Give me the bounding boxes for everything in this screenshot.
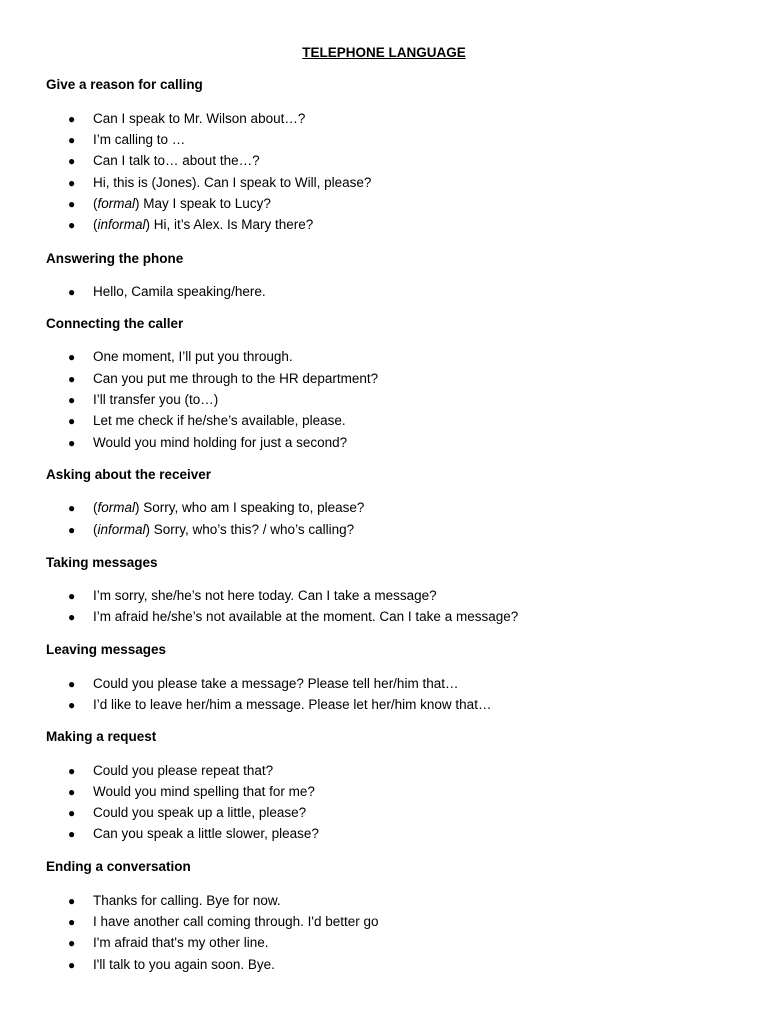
list-item bbox=[68, 434, 347, 452]
list-item bbox=[68, 892, 281, 910]
list-item-text: Can I speak to Mr. Wilson about…? bbox=[93, 111, 306, 126]
list-item-text: Can you speak a little slower, please? bbox=[93, 826, 319, 841]
bullet-icon: ● bbox=[68, 133, 76, 147]
bullet-icon: ● bbox=[68, 936, 76, 950]
bullet-icon: ● bbox=[68, 698, 76, 712]
bullet-icon: ● bbox=[68, 436, 76, 450]
list-item-text: Would you mind spelling that for me? bbox=[93, 784, 315, 799]
list-item bbox=[68, 762, 273, 780]
list-item bbox=[68, 174, 371, 192]
list-item-text: Could you speak up a little, please? bbox=[93, 805, 307, 820]
bullet-icon: ● bbox=[68, 176, 76, 190]
section-heading: Give a reason for calling bbox=[46, 77, 203, 92]
page-title: TELEPHONE LANGUAGE bbox=[302, 45, 466, 60]
bullet-icon: ● bbox=[68, 806, 76, 820]
list-item bbox=[68, 783, 315, 801]
section-heading: Taking messages bbox=[46, 555, 158, 570]
bullet-icon: ● bbox=[68, 112, 76, 126]
register-tag: informal bbox=[97, 522, 146, 537]
bullet-icon: ● bbox=[68, 958, 76, 972]
section-heading: Connecting the caller bbox=[46, 316, 184, 331]
list-item bbox=[68, 195, 271, 213]
bullet-icon: ● bbox=[68, 285, 76, 299]
list-item-text: Hi, this is (Jones). Can I speak to Will, please? bbox=[93, 175, 372, 190]
bullet-icon: ● bbox=[68, 218, 76, 232]
list-item-text: I’m sorry, she/he’s not here today. Can I take a message? bbox=[93, 588, 437, 603]
list-item-text: Can I talk to… about the…? bbox=[93, 153, 260, 168]
list-item-text: Could you please repeat that? bbox=[93, 763, 274, 778]
list-item bbox=[68, 283, 266, 301]
list-item bbox=[68, 348, 293, 366]
list-item bbox=[68, 521, 354, 539]
list-item bbox=[68, 110, 305, 128]
list-item-text: (informal) Hi, it’s Alex. Is Mary there? bbox=[93, 217, 314, 232]
list-item bbox=[68, 152, 260, 170]
list-item bbox=[68, 216, 313, 234]
list-item bbox=[68, 956, 275, 974]
bullet-icon: ● bbox=[68, 915, 76, 929]
list-item-text: I’d like to leave her/him a message. Please let her/him know that… bbox=[93, 697, 492, 712]
list-item-text: Hello, Camila speaking/here. bbox=[93, 284, 266, 299]
list-item-text: Could you please take a message? Please tell her/him that… bbox=[93, 676, 459, 691]
list-item-text: I'll talk to you again soon. Bye. bbox=[93, 957, 275, 972]
bullet-icon: ● bbox=[68, 414, 76, 428]
list-item bbox=[68, 675, 458, 693]
bullet-icon: ● bbox=[68, 827, 76, 841]
list-item-text: (formal) May I speak to Lucy? bbox=[93, 196, 271, 211]
list-item bbox=[68, 696, 491, 714]
register-tag: formal bbox=[97, 500, 136, 515]
bullet-icon: ● bbox=[68, 350, 76, 364]
list-item-text: (formal) Sorry, who am I speaking to, please? bbox=[93, 500, 365, 515]
bullet-icon: ● bbox=[68, 610, 76, 624]
list-item-text: One moment, I’ll put you through. bbox=[93, 349, 293, 364]
list-item bbox=[68, 412, 346, 430]
list-item bbox=[68, 587, 437, 605]
bullet-icon: ● bbox=[68, 393, 76, 407]
bullet-icon: ● bbox=[68, 785, 76, 799]
list-item bbox=[68, 499, 364, 517]
bullet-icon: ● bbox=[68, 677, 76, 691]
list-item bbox=[68, 131, 185, 149]
bullet-icon: ● bbox=[68, 589, 76, 603]
list-item-text: I’m afraid he/she’s not available at the moment. Can I take a message? bbox=[93, 609, 519, 624]
section-heading: Making a request bbox=[46, 729, 157, 744]
list-item bbox=[68, 913, 379, 931]
list-item-text: (informal) Sorry, who’s this? / who’s calling? bbox=[93, 522, 355, 537]
bullet-icon: ● bbox=[68, 764, 76, 778]
register-tag: formal bbox=[97, 196, 136, 211]
bullet-icon: ● bbox=[68, 523, 76, 537]
list-item-text: I'm afraid that's my other line. bbox=[93, 935, 269, 950]
section-heading: Answering the phone bbox=[46, 251, 184, 266]
list-item bbox=[68, 804, 306, 822]
section-heading: Asking about the receiver bbox=[46, 467, 212, 482]
bullet-icon: ● bbox=[68, 154, 76, 168]
bullet-icon: ● bbox=[68, 372, 76, 386]
list-item bbox=[68, 391, 218, 409]
list-item bbox=[68, 608, 518, 626]
list-item-text: Would you mind holding for just a second? bbox=[93, 435, 348, 450]
list-item-text: Can you put me through to the HR department? bbox=[93, 371, 379, 386]
list-item-text: I’ll transfer you (to…) bbox=[93, 392, 219, 407]
section-heading: Leaving messages bbox=[46, 642, 167, 657]
list-item bbox=[68, 370, 378, 388]
list-item-text: I’m calling to … bbox=[93, 132, 186, 147]
list-item bbox=[68, 934, 268, 952]
bullet-icon: ● bbox=[68, 501, 76, 515]
list-item-text: Thanks for calling. Bye for now. bbox=[93, 893, 281, 908]
bullet-icon: ● bbox=[68, 894, 76, 908]
list-item bbox=[68, 825, 319, 843]
register-tag: informal bbox=[97, 217, 146, 232]
bullet-icon: ● bbox=[68, 197, 76, 211]
list-item-text: I have another call coming through. I'd better go bbox=[93, 914, 379, 929]
section-heading: Ending a conversation bbox=[46, 859, 191, 874]
list-item-text: Let me check if he/she’s available, please. bbox=[93, 413, 346, 428]
